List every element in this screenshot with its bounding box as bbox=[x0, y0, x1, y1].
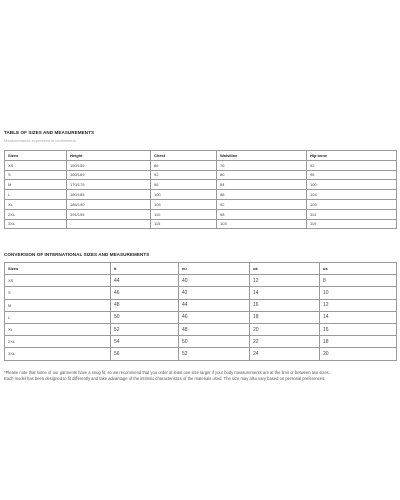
sizes-table-cell: 110 bbox=[151, 209, 217, 219]
conversion-table-cell: 20 bbox=[250, 323, 320, 335]
sizes-table-cell: 92 bbox=[217, 199, 307, 209]
sizes-table-cell: 96 bbox=[307, 170, 397, 180]
sizes-table-cell: M bbox=[5, 180, 67, 190]
conversion-table-cell: 40 bbox=[179, 275, 250, 287]
conversion-table-cell: 44 bbox=[111, 275, 179, 287]
conversion-table-header-cell: us bbox=[320, 263, 397, 275]
sizes-table-header-cell: Hip bone bbox=[307, 151, 397, 161]
conversion-table-header-cell: eu bbox=[179, 263, 250, 275]
sizes-table-cell: 2XL bbox=[5, 209, 67, 219]
conversion-table-cell: 24 bbox=[250, 348, 320, 360]
sizes-table-cell: 114 bbox=[307, 209, 397, 219]
fit-note-line-2: Each model has been designed to fit differently and take advantage of the intrinsic characteristics of the materials used. The size may also vary based on personal preferences. bbox=[4, 376, 326, 382]
sizes-table-cell: 104 bbox=[307, 190, 397, 200]
sizes-table-cell: 191/195 bbox=[67, 209, 151, 219]
sizes-table-wrap bbox=[4, 150, 396, 229]
conversion-table-cell: 50 bbox=[111, 311, 179, 323]
sizes-table-cell: 88 bbox=[217, 190, 307, 200]
sizes-table-cell: 86 bbox=[151, 160, 217, 170]
conversion-table-header-cell: Sizes bbox=[5, 263, 111, 275]
conversion-table-header-cell: uk bbox=[250, 263, 320, 275]
sizes-section bbox=[4, 130, 396, 143]
conversion-table-cell: 54 bbox=[111, 336, 179, 348]
sizes-table-cell: 92 bbox=[151, 170, 217, 180]
sizes-table-cell: 96 bbox=[151, 180, 217, 190]
conversion-table-row bbox=[5, 287, 397, 299]
conversion-table-title: CONVERSION OF INTERNATIONAL SIZES AND MEASUREMENTS bbox=[4, 252, 150, 257]
conversion-table-row bbox=[5, 311, 397, 323]
conversion-table-cell: 20 bbox=[320, 348, 397, 360]
conversion-table-cell: 42 bbox=[179, 287, 250, 299]
conversion-table-cell: 10 bbox=[320, 287, 397, 299]
sizes-table-header-row bbox=[5, 151, 397, 161]
sizes-table-header-cell: Height bbox=[67, 151, 151, 161]
conversion-table bbox=[4, 262, 397, 361]
conversion-table-cell: 46 bbox=[179, 311, 250, 323]
conversion-table-cell: 12 bbox=[320, 299, 397, 311]
conversion-table-cell: 52 bbox=[179, 348, 250, 360]
sizes-table-cell: 3XL bbox=[5, 219, 67, 229]
conversion-table-cell: 14 bbox=[320, 311, 397, 323]
sizes-table-cell: L bbox=[5, 190, 67, 200]
sizes-table-row bbox=[5, 180, 397, 190]
sizes-table-cell: 103 bbox=[217, 219, 307, 229]
sizes-table-cell: 80 bbox=[217, 170, 307, 180]
sizes-table-cell: XL bbox=[5, 199, 67, 209]
sizes-table-header-cell: Chest bbox=[151, 151, 217, 161]
sizes-table-cell: 76 bbox=[217, 160, 307, 170]
conversion-table-cell: 56 bbox=[111, 348, 179, 360]
sizes-table-cell: XS bbox=[5, 160, 67, 170]
sizes-table-cell: 170/179 bbox=[67, 180, 151, 190]
conversion-table-cell: 12 bbox=[250, 275, 320, 287]
sizes-table-cell: 100 bbox=[151, 190, 217, 200]
sizes-table-row bbox=[5, 190, 397, 200]
conversion-table-row bbox=[5, 323, 397, 335]
sizes-table-cell: 84 bbox=[217, 180, 307, 190]
conversion-table-cell: M bbox=[5, 299, 111, 311]
conversion-table-row bbox=[5, 299, 397, 311]
conversion-table-cell: 52 bbox=[111, 323, 179, 335]
conversion-table-header-row bbox=[5, 263, 397, 275]
sizes-table-cell: 160/169 bbox=[67, 170, 151, 180]
conversion-table-cell: 50 bbox=[179, 336, 250, 348]
sizes-table-cell: S bbox=[5, 170, 67, 180]
conversion-table-cell: 18 bbox=[250, 311, 320, 323]
sizes-table-cell: 186/190 bbox=[67, 199, 151, 209]
sizes-table-subtitle: Measurements expressed in centimeters bbox=[4, 138, 77, 143]
fit-note-line-1: *Please note that some of our garments have a snug fit, so we recommend that you order at least one size larger if your body measurements are at the limit or between two sizes. bbox=[4, 370, 330, 375]
sizes-table-header-cell: Waistline bbox=[217, 151, 307, 161]
sizes-table-cell: 105 bbox=[151, 199, 217, 209]
conversion-table-cell: 2XL bbox=[5, 336, 111, 348]
conversion-table-cell: 3XL bbox=[5, 348, 111, 360]
conversion-table-cell: 44 bbox=[179, 299, 250, 311]
conversion-table-cell: 8 bbox=[320, 275, 397, 287]
conversion-table-cell: L bbox=[5, 311, 111, 323]
conversion-table-cell: 48 bbox=[179, 323, 250, 335]
sizes-table-header-cell: Sizes bbox=[5, 151, 67, 161]
conversion-table-cell: XS bbox=[5, 275, 111, 287]
sizes-table-cell: 109 bbox=[307, 199, 397, 209]
conversion-table-cell: 46 bbox=[111, 287, 179, 299]
sizes-table-cell: 100 bbox=[307, 180, 397, 190]
conversion-table-cell: 22 bbox=[250, 336, 320, 348]
sizes-table-cell: 115 bbox=[151, 219, 217, 229]
fit-note bbox=[4, 370, 396, 382]
sizes-table-title: TABLE OF SIZES AND MEASUREMENTS bbox=[4, 130, 95, 135]
sizes-table-row bbox=[5, 170, 397, 180]
sizes-table bbox=[4, 150, 397, 229]
sizes-table-row bbox=[5, 160, 397, 170]
sizes-table-row bbox=[5, 209, 397, 219]
sizes-table-cell: 98 bbox=[217, 209, 307, 219]
sizes-table-cell: 150/159 bbox=[67, 160, 151, 170]
conversion-table-row bbox=[5, 275, 397, 287]
conversion-table-cell: 16 bbox=[320, 323, 397, 335]
sizes-table-cell: 119 bbox=[307, 219, 397, 229]
conversion-section bbox=[4, 252, 396, 257]
conversion-table-row bbox=[5, 336, 397, 348]
conversion-table-cell: 14 bbox=[250, 287, 320, 299]
conversion-table-header-cell: it bbox=[111, 263, 179, 275]
conversion-table-row bbox=[5, 348, 397, 360]
conversion-table-wrap bbox=[4, 262, 396, 361]
sizes-table-row bbox=[5, 199, 397, 209]
conversion-table-cell: 48 bbox=[111, 299, 179, 311]
sizes-table-row bbox=[5, 219, 397, 229]
conversion-table-cell: S bbox=[5, 287, 111, 299]
sizes-table-cell: 92 bbox=[307, 160, 397, 170]
conversion-table-cell: 16 bbox=[250, 299, 320, 311]
conversion-table-cell: XL bbox=[5, 323, 111, 335]
conversion-table-cell: 18 bbox=[320, 336, 397, 348]
sizes-table-cell: - bbox=[67, 219, 151, 229]
sizes-table-cell: 180/185 bbox=[67, 190, 151, 200]
